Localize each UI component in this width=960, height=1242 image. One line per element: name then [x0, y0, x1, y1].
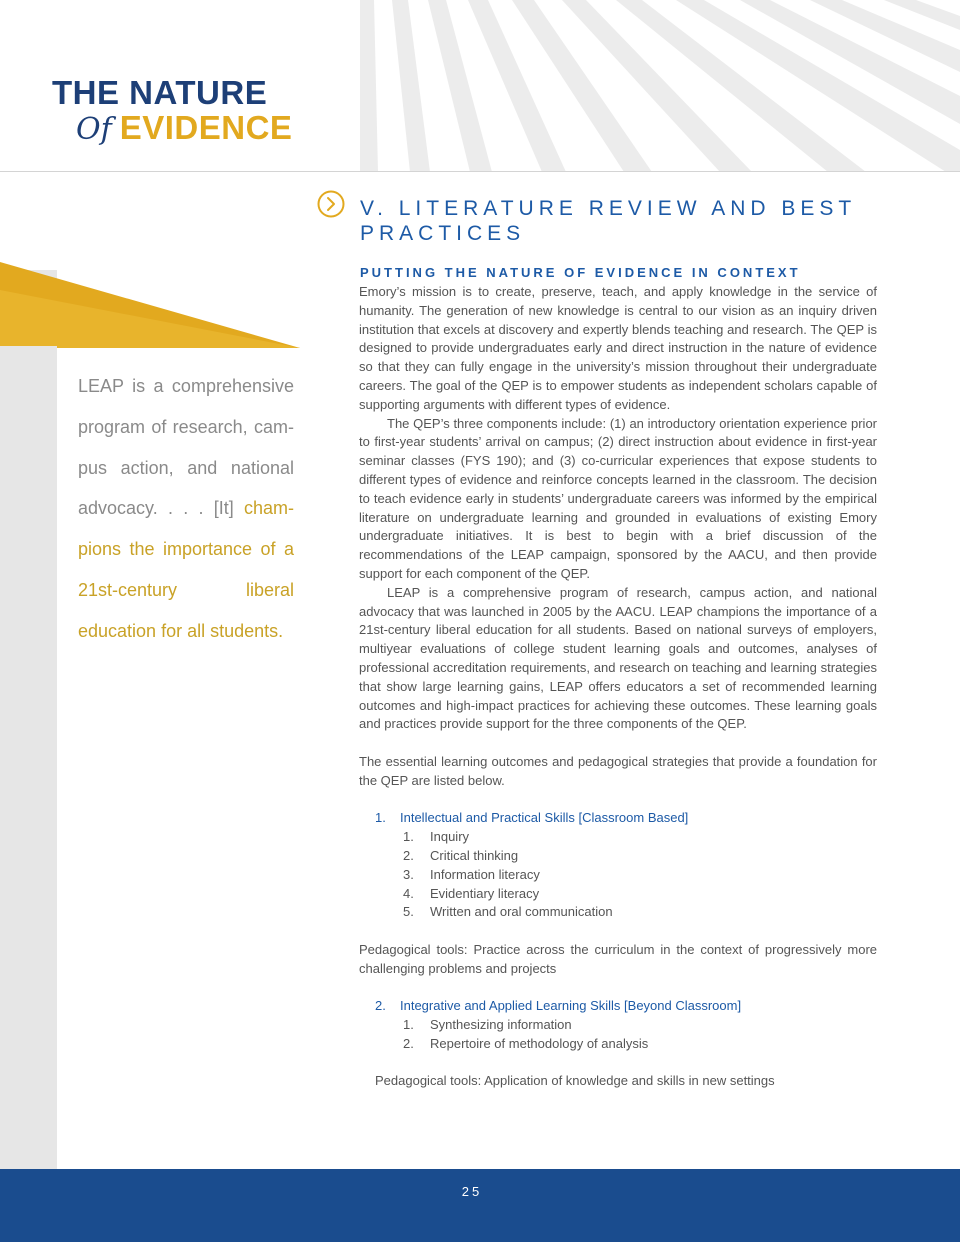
list-item: 2. Critical thinking: [403, 847, 519, 863]
body-paragraph-3: LEAP is a comprehensive program of research, campus action, and national advocacy that was launched in 2005 by the AACU. LEAP champions the importance of a 21st-century liberal education for all students. Based on national surveys of employers, multiyear evaluations of college student learning goals and outcomes, analyses of professional accreditation requirements, and research on teaching and learning strategies that show large learning gains, LEAP offers educators a set of recommended learning outcomes and high-impact practices for achieving these outcomes. These learning goals and practices provide support for the three components of the QEP.: [359, 584, 877, 732]
body-column: [359, 283, 877, 1091]
pull-quote-gray-text: LEAP is a comprehensive program of research, cam-pus action, and national advocacy. . . . [It]: [78, 376, 294, 519]
outline-section-1: [359, 809, 877, 922]
list-item: 5. Written and oral communication: [403, 904, 613, 920]
brand-of-word: Of: [76, 112, 112, 147]
body-paragraph-4: The essential learning outcomes and pedagogical strategies that provide a foundation for the QEP are listed below.: [359, 753, 877, 788]
pedagogical-tools-2: Pedagogical tools: Application of knowledge and skills in new settings: [375, 1073, 775, 1089]
body-paragraph-2: The QEP’s three components include: (1) an introductory orientation experience prior to first-year students’ arrival on campus; (2) direct instruction about evidence in first-year seminar classes (FYS 190); and (3) co-curricular experiences that expose students to different types of evidence and reinforce concepts learned in the classroom. The decision to teach evidence early in students’ undergraduate careers was informed by the empirical literature on undergraduate learning and grounded in evaluations of existing Emory undergraduate initiatives. It is best to begin with a brief discussion of the recommendations of the LEAP campaign, sponsored by the AACU, and then provide support for each component of the QEP.: [359, 415, 877, 581]
outline-heading-2: [359, 997, 877, 1016]
outline-heading-text: Integrative and Applied Learning Skills [Beyond Classroom]: [400, 998, 742, 1014]
brand-evidence-word: EVIDENCE: [119, 109, 293, 146]
page-number: 25: [461, 1184, 483, 1199]
gold-accent-triangle: [0, 262, 300, 348]
brand-title-line2: [76, 110, 292, 153]
body-paragraph-1: Emory’s mission is to create, preserve, teach, and apply knowledge in the service of humanity. The generation of new knowledge is central to our vision as an inquiry driven institution that excels at discovery and expertly blends teaching and research. The QEP is designed to provide undergraduates early and direct instruction in the nature of evidence so that they can fully engage in the university’s mission throughout their undergraduate careers. The goal of the QEP is to empower students as independent scholars capable of supporting arguments with different types of evidence.: [359, 284, 877, 412]
section-title: V. LITERATURE REVIEW AND BEST PRACTICES: [360, 197, 856, 245]
list-item: 4. Evidentiary literacy: [403, 885, 540, 901]
pull-quote: [78, 366, 294, 652]
outline-heading-number: 2.: [375, 998, 386, 1014]
brand-title-line1: THE NATURE: [52, 74, 268, 111]
list-item: 1. Inquiry: [403, 829, 470, 845]
outline-heading-text: Intellectual and Practical Skills [Classroom Based]: [400, 810, 689, 826]
list-item: 3. Information literacy: [403, 866, 540, 882]
outline-section-2: [359, 997, 877, 1053]
left-gray-band: [0, 270, 57, 1170]
list-item: 2. Repertoire of methodology of analysis: [403, 1035, 649, 1051]
header-divider: [0, 171, 960, 172]
list-item: 1. Synthesizing information: [403, 1017, 572, 1033]
pull-quote-gold-text: cham-pions the importance of a 21st-century liberal education for all students.: [78, 498, 294, 641]
outline-heading-number: 1.: [375, 810, 386, 826]
pedagogical-tools-1: Pedagogical tools: Practice across the curriculum in the context of progressively more challenging problems and projects: [359, 941, 877, 976]
chevron-circle-icon: [316, 189, 346, 219]
outline-heading-1: [359, 809, 877, 828]
footer-bar: [0, 1169, 960, 1242]
section-subhead: PUTTING THE NATURE OF EVIDENCE IN CONTEXT: [360, 265, 801, 280]
brand-logo: [52, 76, 292, 153]
